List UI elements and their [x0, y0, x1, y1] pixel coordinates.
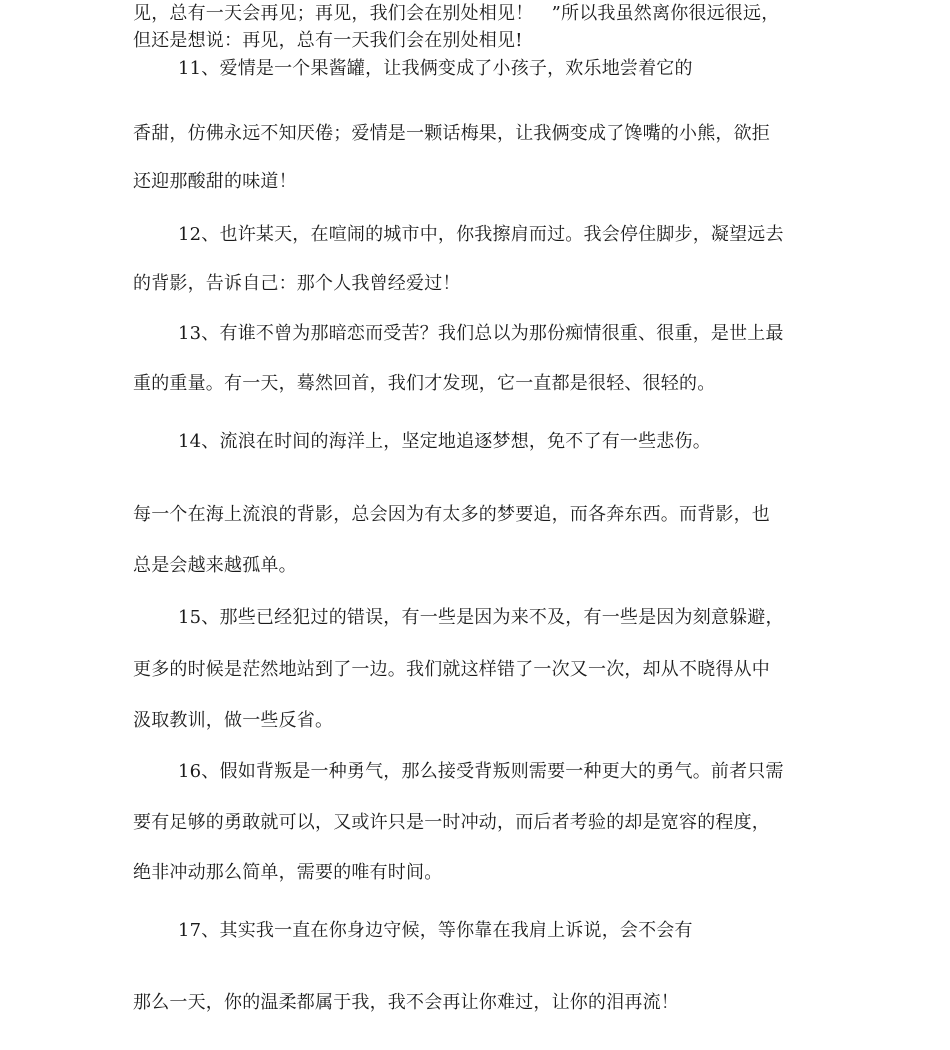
item-16-start: 16、假如背叛是一种勇气，那么接受背叛则需要一种更大的勇气。前者只需 — [178, 761, 784, 782]
item-12-start: 12、也许某天，在喧闹的城市中，你我擦肩而过。我会停住脚步，凝望远去 — [178, 224, 784, 245]
text-line: 绝非冲动那么简单，需要的唯有时间。 — [133, 862, 443, 883]
text-line: 见，总有一天会再见；再见，我们会在别处相见！ ”所以我虽然离你很远很远， — [133, 3, 780, 24]
text-line: 更多的时候是茫然地站到了一边。我们就这样错了一次又一次，却从不晓得从中 — [133, 659, 770, 680]
text-line: 要有足够的勇敢就可以，又或许只是一时冲动，而后者考验的却是宽容的程度， — [133, 812, 770, 833]
text-line: 的背影，告诉自己：那个人我曾经爱过！ — [133, 273, 461, 294]
text-line: 那么一天，你的温柔都属于我，我不会再让你难过，让你的泪再流！ — [133, 992, 679, 1013]
text-line: 重的重量。有一天，蓦然回首，我们才发现，它一直都是很轻、很轻的。 — [133, 373, 716, 394]
text-line: 还迎那酸甜的味道！ — [133, 171, 297, 192]
text-line: 每一个在海上流浪的背影，总会因为有太多的梦要追，而各奔东西。而背影，也 — [133, 504, 770, 525]
text-line: 但还是想说：再见，总有一天我们会在别处相见! — [133, 30, 523, 51]
text-line: 汲取教训，做一些反省。 — [133, 710, 334, 731]
item-14-start: 14、流浪在时间的海洋上，坚定地追逐梦想，免不了有一些悲伤。 — [178, 431, 711, 452]
text-line: 香甜，仿佛永远不知厌倦；爱情是一颗话梅果，让我俩变成了馋嘴的小熊，欲拒 — [133, 123, 770, 144]
item-17-start: 17、其实我一直在你身边守候，等你靠在我肩上诉说，会不会有 — [178, 920, 693, 941]
item-13-start: 13、有谁不曾为那暗恋而受苦？我们总以为那份痴情很重、很重，是世上最 — [178, 323, 784, 344]
text-line: 总是会越来越孤单。 — [133, 555, 297, 576]
item-11-start: 11、爱情是一个果酱罐，让我俩变成了小孩子，欢乐地尝着它的 — [178, 58, 693, 79]
item-15-start: 15、那些已经犯过的错误，有一些是因为来不及，有一些是因为刻意躲避， — [178, 607, 784, 628]
